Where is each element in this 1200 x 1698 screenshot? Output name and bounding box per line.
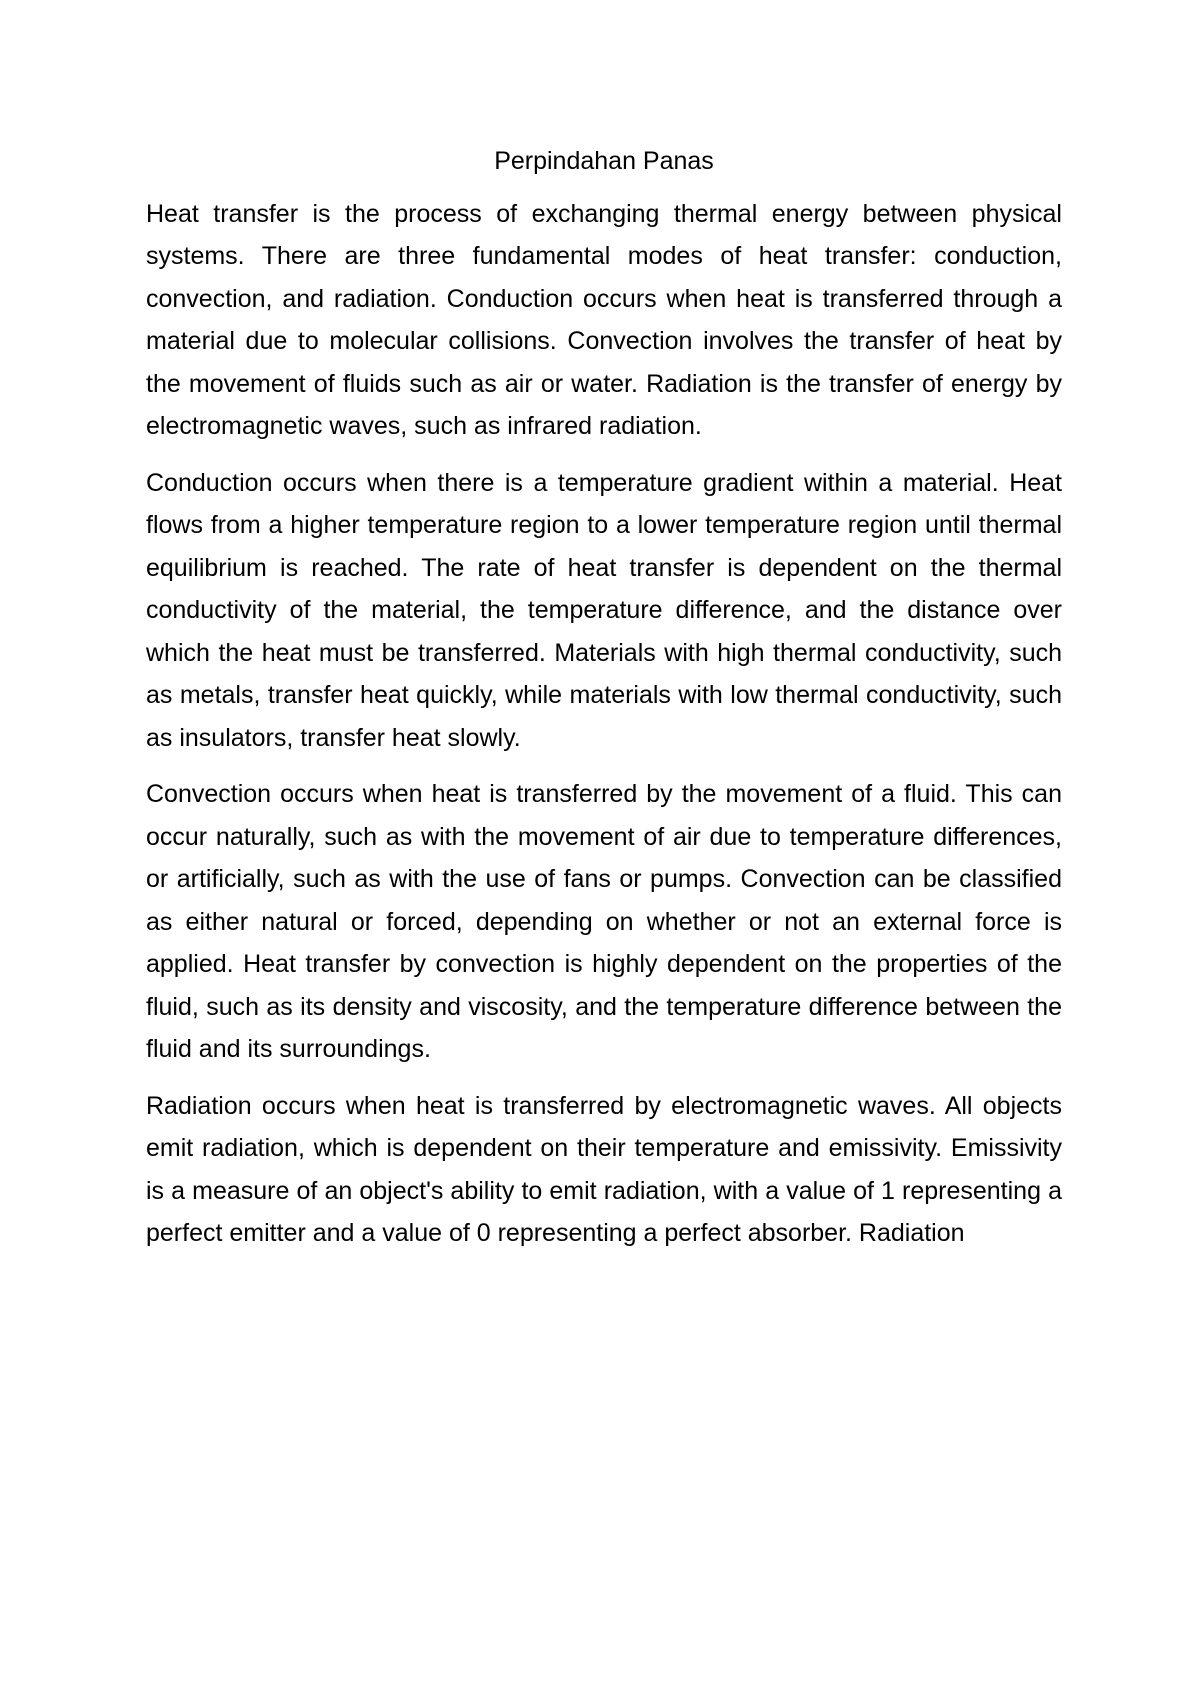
document-page: [146, 140, 1062, 1269]
paragraph-conduction: Conduction occurs when there is a temperature gradient within a material. Heat flows from a higher temperature region to a lower temperature region until thermal equilibrium is reached. The rate of heat transfer is dependent on the thermal conductivity of the material, the temperature difference, and the distance over which the heat must be transferred. Materials with high thermal conductivity, such as metals, transfer heat quickly, while materials with low thermal conductivity, such as insulators, transfer heat slowly.: [146, 468, 1062, 752]
paragraph-intro: Heat transfer is the process of exchanging thermal energy between physical systems. There are three fundamental modes of heat transfer: conduction, convection, and radiation. Conduction occurs when heat is transferred through a material due to molecular collisions. Convection involves the transfer of heat by the movement of fluids such as air or water. Radiation is the transfer of energy by electromagnetic waves, such as infrared radiation.: [146, 199, 1062, 440]
paragraph-convection: Convection occurs when heat is transferred by the movement of a fluid. This can occur naturally, such as with the movement of air due to temperature differences, or artificially, such as with the use of fans or pumps. Convection can be classified as either natural or forced, depending on whether or not an external force is applied. Heat transfer by convection is highly dependent on the properties of the fluid, such as its density and viscosity, and the temperature difference between the fluid and its surroundings.: [146, 780, 1062, 1063]
paragraph-radiation: Radiation occurs when heat is transferred by electromagnetic waves. All objects emit radiation, which is dependent on their temperature and emissivity. Emissivity is a measure of an object's ability to emit radiation, with a value of 1 representing a perfect emitter and a value of 0 representing a perfect absorber. Radiation: [146, 1091, 1062, 1247]
document-title: Perpindahan Panas: [494, 147, 714, 175]
